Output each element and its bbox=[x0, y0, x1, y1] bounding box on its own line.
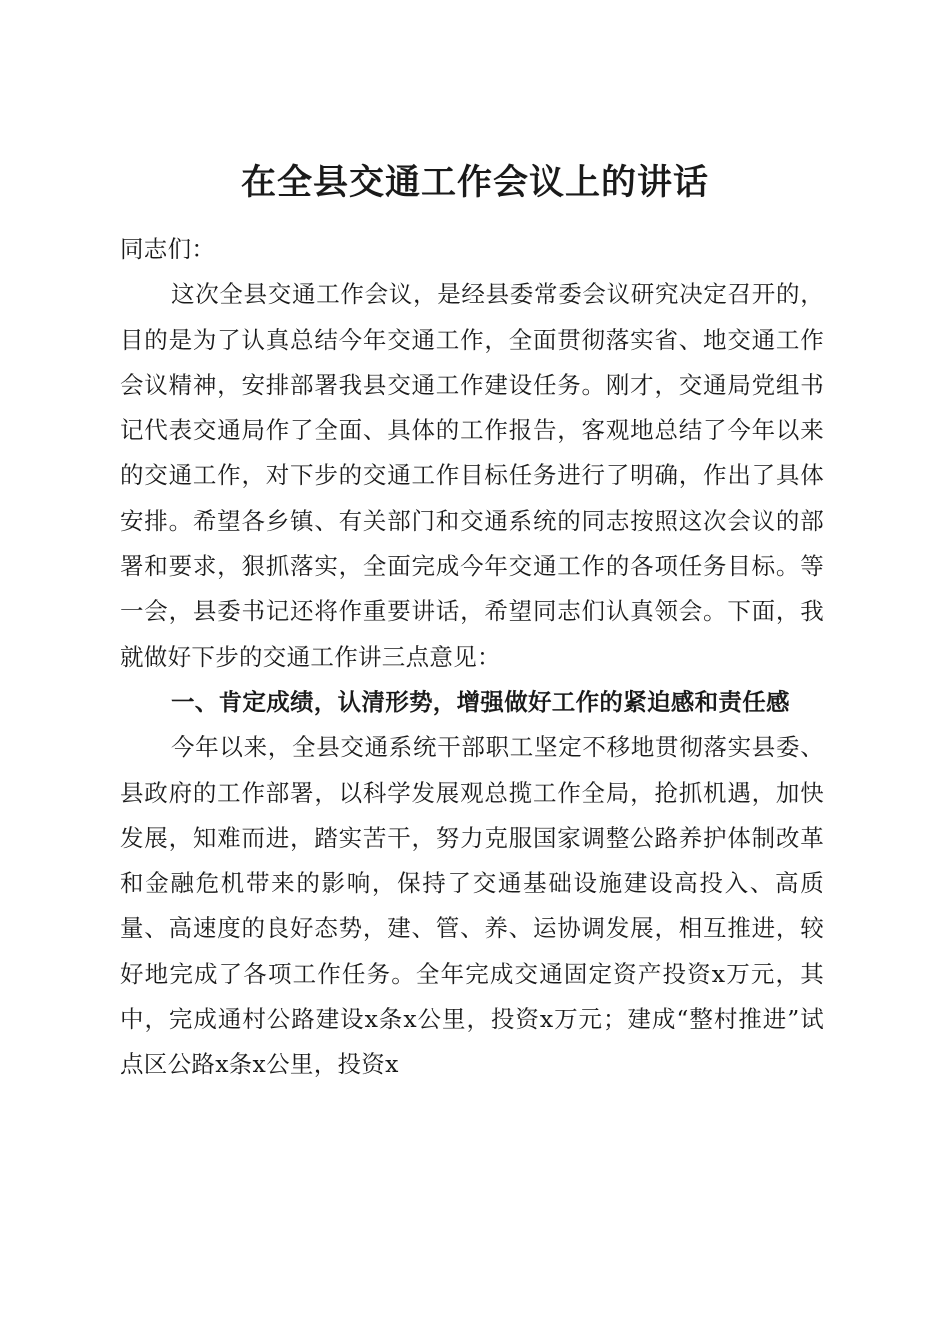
intro-paragraph: 这次全县交通工作会议，是经县委常委会议研究决定召开的，目的是为了认真总结今年交通工作，全面贯彻落实省、地交通工作会议精神，安排部署我县交通工作建设任务。刚才，交通局党组书记代表交通局作了全面、具体的工作报告，客观地总结了今年以来的交通工作，对下步的交通工作目标任务进行了明确，作出了具体安排。希望各乡镇、有关部门和交通系统的同志按照这次会议的部署和要求，狠抓落实，全面完成今年交通工作的各项任务目标。等一会，县委书记还将作重要讲话，希望同志们认真领会。下面，我就做好下步的交通工作讲三点意见： bbox=[120, 280, 824, 671]
section-heading: 一、肯定成绩，认清形势，增强做好工作的紧迫感和责任感 bbox=[171, 687, 790, 716]
document-body bbox=[120, 227, 824, 1088]
section-paragraph: 今年以来，全县交通系统干部职工坚定不移地贯彻落实县委、县政府的工作部署，以科学发展观总揽工作全局，抢抓机遇，加快发展，知难而进，踏实苦干，努力克服国家调整公路养护体制改革和金融危机带来的影响，保持了交通基础设施建设高投入、高质量、高速度的良好态势，建、管、养、运协调发展，相互推进，较好地完成了各项工作任务。全年完成交通固定资产投资x万元，其中，完成通村公路建设x条x公里，投资x万元；建成“整村推进”试点区公路x条x公里，投资x bbox=[120, 733, 824, 1079]
salutation: 同志们： bbox=[120, 235, 216, 263]
document-title: 在全县交通工作会议上的讲话 bbox=[240, 162, 709, 204]
